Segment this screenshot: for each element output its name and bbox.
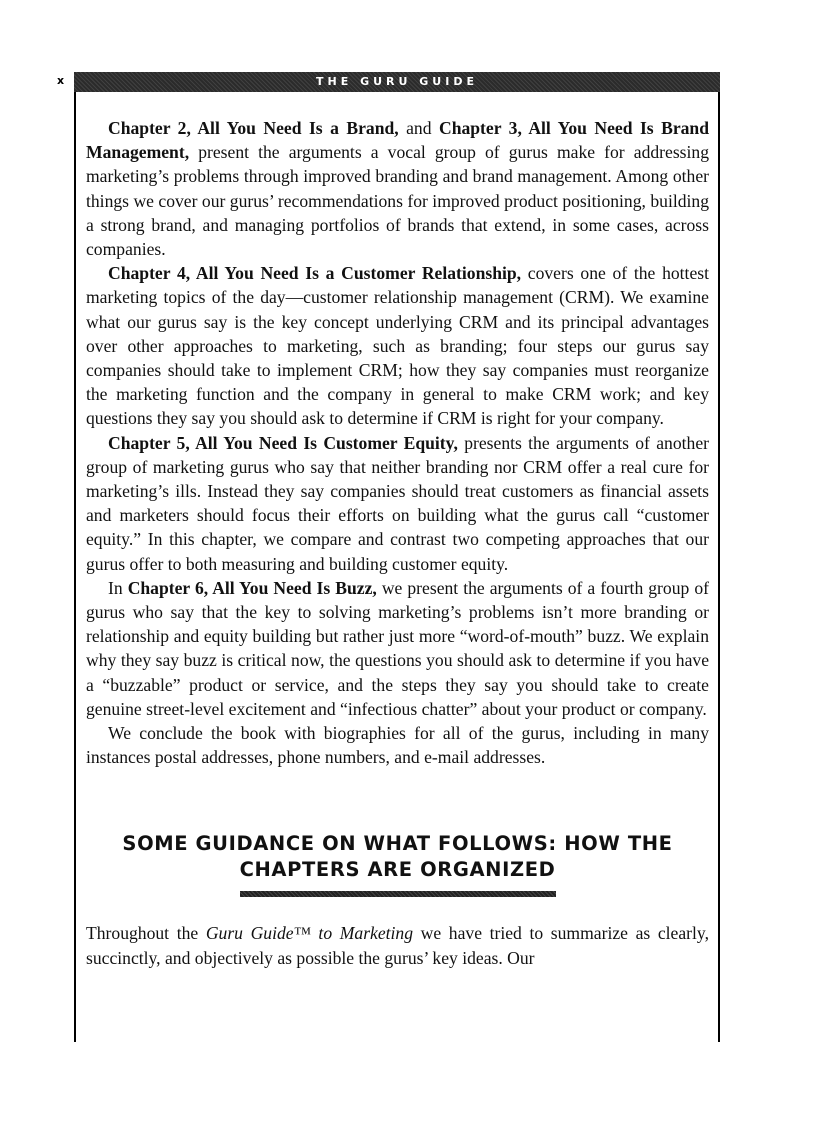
left-rule (74, 92, 76, 1042)
heading-underline (240, 891, 556, 897)
page-number: x (57, 74, 65, 87)
chapter-4-title: Chapter 4, All You Need Is a Customer Relationship, (108, 263, 522, 284)
paragraph-chapter-4: Chapter 4, All You Need Is a Customer Relationship, covers one of the hottest marketing topics of the day—customer relationship management (CRM). We examine what our gurus say is the key concept underlying CRM and its principal advantages over other approaches to marketing, such as branding; four steps our gurus say companies should take to implement CRM; how they say companies must reorganize the marketing function and the company in general to make CRM work; and key questions they say you should ask to determine if CRM is right for your company. (86, 263, 709, 429)
running-header: THE GURU GUIDE (74, 72, 720, 92)
paragraph-chapter-6: In Chapter 6, All You Need Is Buzz, we present the arguments of a fourth group of gurus who say that the key to solving marketing’s problems isn’t more branding or relationship and equity building but rather just more “word-of-mouth” buzz. We explain why they say buzz is critical now, the questions you should ask to determine if you have a “buzzable” product or service, and the steps they say you should take to create genuine street-level excitement and “infectious chatter” about your product or company. (86, 577, 709, 719)
section-heading: SOME GUIDANCE ON WHAT FOLLOWS: HOW THE CHAPTERS ARE ORGANIZED (122, 832, 673, 882)
paragraph-chapter-5: Chapter 5, All You Need Is Customer Equity, presents the arguments of another group of marketing gurus who say that neither branding nor CRM offer a real cure for marketing’s ills. Instead they say companies should treat customers as financial assets and marketers should focus their efforts on building what the gurus call “customer equity.” In this chapter, we compare and contrast two competing approaches that our gurus offer to both measuring and building customer equity. (86, 432, 709, 574)
book-title: Guru Guide™ to Marketing (205, 923, 414, 944)
body-text (86, 116, 709, 970)
chapter-2-title: Chapter 2, All You Need Is a Brand, (108, 118, 399, 138)
chapter-6-title: Chapter 6, All You Need Is Buzz, (127, 577, 377, 598)
paragraph-conclusion: We conclude the book with biographies for all of the gurus, including in many instances postal addresses, phone numbers, and e-mail addresses. (86, 723, 709, 768)
chapter-3-title: Chapter 3, All You Need Is Brand Management, (86, 118, 710, 163)
section-intro-paragraph: Throughout the Guru Guide™ to Marketing we have tried to summarize as clearly, succinctly, and objectively as possible the gurus’ key ideas. Our (86, 923, 709, 968)
right-rule (718, 92, 720, 1042)
chapter-5-title: Chapter 5, All You Need Is Customer Equity, (108, 432, 458, 453)
paragraph-chapters-2-3: Chapter 2, All You Need Is a Brand, and Chapter 3, All You Need Is Brand Management, present the arguments a vocal group of gurus make for addressing marketing’s problems through improved branding and brand management. Among other things we cover our gurus’ recommendations for improved product positioning, building a strong brand, and managing portfolios of brands that extend, in some cases, across companies. (86, 118, 710, 260)
